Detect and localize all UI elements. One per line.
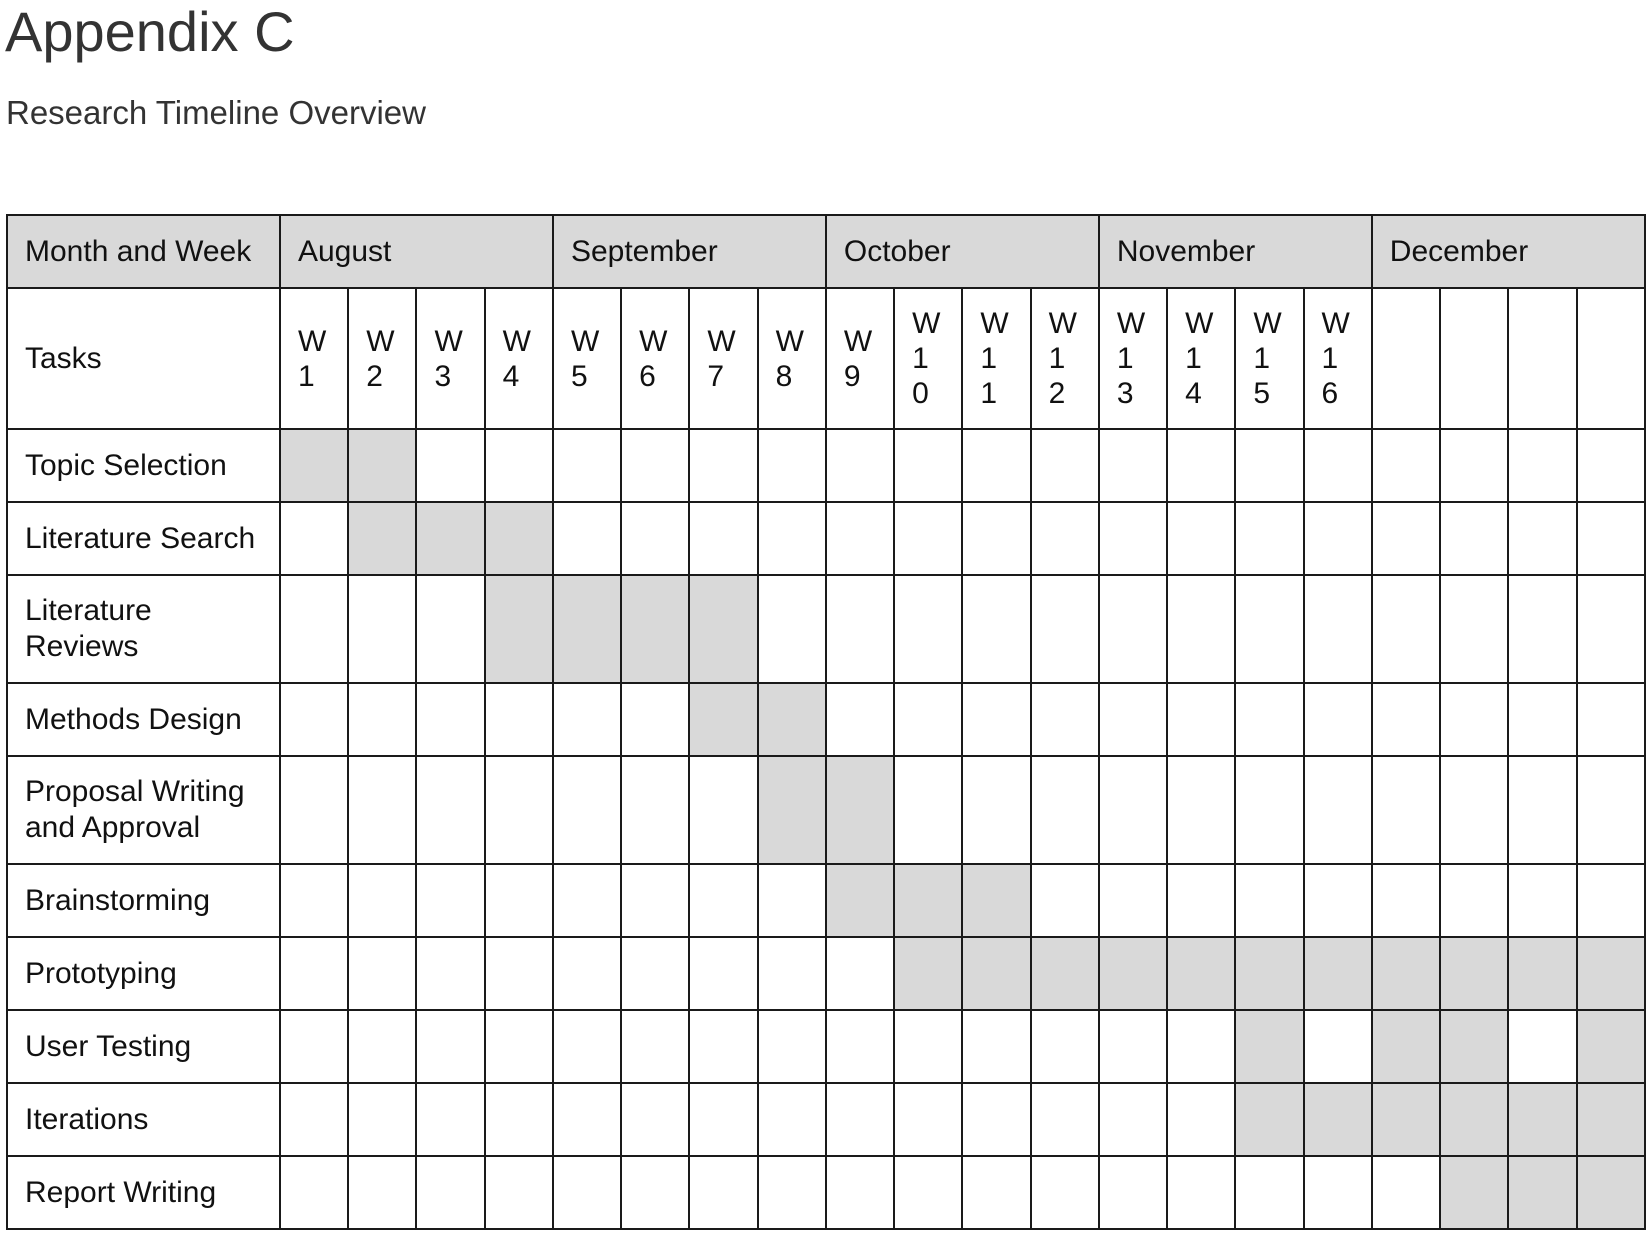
timeline-cell-empty	[553, 683, 621, 756]
timeline-cell-empty	[1508, 502, 1576, 575]
timeline-cell-empty	[1508, 756, 1576, 864]
week-header-14	[1167, 288, 1235, 429]
task-row	[7, 1083, 1645, 1156]
timeline-cell-empty	[962, 1156, 1030, 1229]
task-name-cell	[7, 756, 280, 864]
timeline-cell-empty	[485, 756, 553, 864]
timeline-cell-empty	[826, 502, 894, 575]
timeline-cell-empty	[1099, 1156, 1167, 1229]
timeline-cell-empty	[621, 1010, 689, 1083]
timeline-cell-empty	[894, 575, 962, 683]
timeline-cell-empty	[1304, 864, 1372, 937]
timeline-cell-empty	[758, 429, 826, 502]
week-label: W 1 4	[1185, 307, 1214, 410]
timeline-cell-empty	[280, 683, 348, 756]
timeline-cell-empty	[621, 683, 689, 756]
timeline-cell-empty	[1304, 756, 1372, 864]
timeline-cell-empty	[621, 864, 689, 937]
timeline-cell-empty	[894, 756, 962, 864]
timeline-cell-empty	[1167, 864, 1235, 937]
timeline-cell-empty	[962, 1010, 1030, 1083]
week-header-5	[553, 288, 621, 429]
task-name-cell	[7, 1010, 280, 1083]
week-header-1	[280, 288, 348, 429]
timeline-cell-empty	[689, 429, 757, 502]
month-header-august	[280, 215, 553, 288]
timeline-cell-active	[1577, 1156, 1646, 1229]
timeline-cell-empty	[826, 1010, 894, 1083]
task-name: Topic Selection	[25, 448, 227, 482]
timeline-cell-empty	[348, 937, 416, 1010]
task-name: Brainstorming	[25, 883, 211, 917]
timeline-cell-empty	[689, 502, 757, 575]
timeline-cell-empty	[485, 429, 553, 502]
month-and-week-label: Month and Week	[25, 234, 252, 268]
timeline-cell-empty	[485, 937, 553, 1010]
timeline-cell-empty	[348, 1010, 416, 1083]
timeline-cell-empty	[1577, 683, 1646, 756]
timeline-cell-active	[348, 429, 416, 502]
timeline-cell-empty	[826, 1083, 894, 1156]
timeline-cell-active	[894, 864, 962, 937]
timeline-cell-empty	[962, 756, 1030, 864]
timeline-cell-active	[1577, 1083, 1646, 1156]
week-header-row	[7, 288, 1645, 429]
timeline-cell-empty	[1372, 756, 1440, 864]
timeline-cell-active	[1235, 1010, 1303, 1083]
task-name: Literature Search	[25, 521, 256, 555]
timeline-cell-empty	[1235, 429, 1303, 502]
timeline-cell-empty	[485, 683, 553, 756]
timeline-cell-empty	[280, 864, 348, 937]
timeline-cell-empty	[621, 756, 689, 864]
week-label: W 7	[707, 324, 736, 393]
timeline-cell-empty	[1577, 756, 1646, 864]
task-name: Literature Reviews	[25, 594, 152, 663]
timeline-cell-active	[1440, 1083, 1508, 1156]
week-label: W 1 5	[1253, 307, 1282, 410]
timeline-cell-empty	[1304, 683, 1372, 756]
timeline-cell-empty	[1440, 575, 1508, 683]
task-name-cell	[7, 575, 280, 683]
timeline-cell-active	[1508, 937, 1576, 1010]
task-name-cell	[7, 937, 280, 1010]
task-name: Methods Design	[25, 702, 242, 736]
tasks-label: Tasks	[25, 341, 102, 375]
timeline-cell-active	[1099, 937, 1167, 1010]
timeline-cell-active	[962, 864, 1030, 937]
timeline-cell-empty	[758, 502, 826, 575]
timeline-cell-empty	[894, 1083, 962, 1156]
timeline-cell-empty	[1031, 429, 1099, 502]
timeline-cell-empty	[280, 1010, 348, 1083]
timeline-cell-empty	[962, 429, 1030, 502]
timeline-cell-empty	[1099, 1010, 1167, 1083]
timeline-cell-empty	[962, 683, 1030, 756]
timeline-cell-empty	[826, 575, 894, 683]
timeline-cell-active	[1304, 937, 1372, 1010]
timeline-cell-empty	[1440, 864, 1508, 937]
week-label: W 1 3	[1116, 307, 1146, 410]
timeline-cell-empty	[1508, 575, 1576, 683]
week-label: W 1 2	[1048, 307, 1077, 410]
timeline-cell-empty	[894, 683, 962, 756]
timeline-cell-active	[1167, 937, 1235, 1010]
timeline-cell-empty	[621, 502, 689, 575]
timeline-cell-empty	[758, 1156, 826, 1229]
timeline-cell-empty	[348, 683, 416, 756]
week-label: W 2	[366, 324, 395, 393]
timeline-cell-empty	[1031, 1083, 1099, 1156]
month-label: December	[1389, 234, 1529, 268]
week-header-12	[1031, 288, 1099, 429]
timeline-cell-active	[689, 683, 757, 756]
timeline-cell-empty	[1031, 756, 1099, 864]
task-row	[7, 683, 1645, 756]
timeline-cell-empty	[1372, 502, 1440, 575]
timeline-cell-empty	[553, 1010, 621, 1083]
timeline-cell-empty	[553, 429, 621, 502]
timeline-cell-active	[1440, 937, 1508, 1010]
timeline-cell-empty	[1099, 429, 1167, 502]
timeline-cell-empty	[826, 937, 894, 1010]
timeline-cell-empty	[1372, 864, 1440, 937]
timeline-cell-empty	[348, 575, 416, 683]
timeline-cell-active	[962, 937, 1030, 1010]
timeline-cell-empty	[485, 1083, 553, 1156]
timeline-cell-empty	[962, 502, 1030, 575]
task-name-cell	[7, 683, 280, 756]
timeline-cell-empty	[485, 864, 553, 937]
timeline-cell-active	[416, 502, 484, 575]
timeline-cell-empty	[280, 1156, 348, 1229]
timeline-cell-empty	[758, 864, 826, 937]
timeline-cell-empty	[1372, 683, 1440, 756]
week-label: W 4	[502, 324, 531, 393]
week-header-11	[962, 288, 1030, 429]
timeline-cell-empty	[1577, 575, 1646, 683]
week-header-18	[1440, 288, 1508, 429]
timeline-cell-empty	[1031, 1156, 1099, 1229]
timeline-cell-empty	[416, 937, 484, 1010]
timeline-cell-empty	[553, 756, 621, 864]
timeline-cell-empty	[416, 683, 484, 756]
timeline-cell-active	[485, 502, 553, 575]
timeline-cell-empty	[894, 1156, 962, 1229]
timeline-cell-active	[553, 575, 621, 683]
timeline-cell-empty	[689, 937, 757, 1010]
week-label: W 6	[639, 324, 668, 393]
task-name-cell	[7, 864, 280, 937]
timeline-cell-empty	[280, 502, 348, 575]
week-header-8	[758, 288, 826, 429]
timeline-cell-empty	[826, 1156, 894, 1229]
week-header-20	[1577, 288, 1646, 429]
timeline-cell-empty	[1235, 502, 1303, 575]
month-header-november	[1099, 215, 1372, 288]
timeline-cell-empty	[1031, 575, 1099, 683]
timeline-cell-empty	[1235, 575, 1303, 683]
timeline-cell-empty	[1167, 1083, 1235, 1156]
timeline-cell-empty	[758, 1083, 826, 1156]
timeline-cell-empty	[1099, 756, 1167, 864]
month-header-september	[553, 215, 826, 288]
timeline-cell-empty	[621, 1156, 689, 1229]
timeline-cell-empty	[1508, 429, 1576, 502]
timeline-cell-active	[1304, 1083, 1372, 1156]
week-label: W 1 1	[980, 307, 1009, 410]
timeline-cell-empty	[1440, 756, 1508, 864]
timeline-cell-empty	[280, 1083, 348, 1156]
week-header-10	[894, 288, 962, 429]
timeline-cell-active	[1372, 1083, 1440, 1156]
timeline-cell-empty	[1372, 429, 1440, 502]
week-label: W 1 6	[1321, 307, 1350, 410]
timeline-cell-empty	[894, 1010, 962, 1083]
task-row	[7, 756, 1645, 864]
timeline-cell-empty	[485, 1156, 553, 1229]
timeline-cell-empty	[758, 1010, 826, 1083]
task-name-cell	[7, 429, 280, 502]
week-label: W 5	[570, 324, 600, 393]
week-header-16	[1304, 288, 1372, 429]
timeline-cell-empty	[689, 1010, 757, 1083]
timeline-cell-active	[1577, 1010, 1646, 1083]
week-label: W 1 0	[912, 307, 941, 410]
month-label: September	[570, 234, 718, 268]
timeline-cell-empty	[416, 429, 484, 502]
timeline-cell-empty	[1167, 1010, 1235, 1083]
timeline-cell-empty	[1304, 502, 1372, 575]
timeline-cell-empty	[1099, 575, 1167, 683]
timeline-cell-active	[758, 756, 826, 864]
timeline-cell-empty	[894, 429, 962, 502]
task-name-cell	[7, 1156, 280, 1229]
timeline-cell-active	[1508, 1156, 1576, 1229]
timeline-cell-empty	[894, 502, 962, 575]
timeline-cell-empty	[1167, 575, 1235, 683]
week-label: W 1	[297, 324, 327, 393]
timeline-cell-active	[1508, 1083, 1576, 1156]
timeline-cell-empty	[1304, 1156, 1372, 1229]
month-label: August	[297, 234, 392, 268]
timeline-cell-empty	[1235, 864, 1303, 937]
week-header-6	[621, 288, 689, 429]
task-row	[7, 1156, 1645, 1229]
timeline-cell-active	[1577, 937, 1646, 1010]
timeline-cell-active	[1440, 1010, 1508, 1083]
timeline-cell-empty	[962, 1083, 1030, 1156]
timeline-cell-empty	[1235, 756, 1303, 864]
timeline-cell-empty	[416, 1010, 484, 1083]
timeline-cell-empty	[553, 1156, 621, 1229]
timeline-cell-active	[1235, 1083, 1303, 1156]
timeline-cell-empty	[1167, 683, 1235, 756]
week-header-13	[1099, 288, 1167, 429]
timeline-cell-empty	[1577, 502, 1646, 575]
timeline-cell-empty	[553, 937, 621, 1010]
timeline-cell-empty	[1508, 683, 1576, 756]
timeline-cell-empty	[1031, 864, 1099, 937]
timeline-cell-empty	[1577, 429, 1646, 502]
task-row	[7, 502, 1645, 575]
week-header-7	[689, 288, 757, 429]
timeline-cell-empty	[758, 575, 826, 683]
timeline-cell-empty	[689, 1156, 757, 1229]
timeline-cell-active	[1440, 1156, 1508, 1229]
month-label: October	[843, 234, 951, 268]
timeline-cell-empty	[416, 756, 484, 864]
timeline-cell-empty	[1099, 683, 1167, 756]
week-header-9	[826, 288, 894, 429]
timeline-cell-empty	[826, 429, 894, 502]
timeline-cell-empty	[1440, 683, 1508, 756]
month-and-week-header	[7, 215, 280, 288]
timeline-cell-empty	[1167, 756, 1235, 864]
task-row	[7, 1010, 1645, 1083]
page-title: Appendix C	[5, 0, 295, 63]
timeline-cell-empty	[1440, 429, 1508, 502]
timeline-cell-empty	[1031, 683, 1099, 756]
timeline-cell-empty	[689, 864, 757, 937]
timeline-cell-empty	[1577, 864, 1646, 937]
timeline-cell-empty	[416, 1156, 484, 1229]
timeline-cell-active	[280, 429, 348, 502]
task-name: Report Writing	[25, 1175, 217, 1209]
timeline-cell-empty	[485, 1010, 553, 1083]
timeline-cell-active	[894, 937, 962, 1010]
timeline-cell-empty	[553, 864, 621, 937]
task-row	[7, 575, 1645, 683]
timeline-cell-empty	[416, 1083, 484, 1156]
timeline-cell-active	[1031, 937, 1099, 1010]
timeline-cell-active	[1372, 937, 1440, 1010]
timeline-cell-empty	[962, 575, 1030, 683]
timeline-cell-empty	[1372, 575, 1440, 683]
task-name: Prototyping	[25, 956, 177, 990]
timeline-table	[6, 214, 1646, 1230]
timeline-cell-empty	[1235, 1156, 1303, 1229]
timeline-cell-empty	[1440, 502, 1508, 575]
timeline-cell-active	[1235, 937, 1303, 1010]
timeline-cell-empty	[826, 683, 894, 756]
task-name: User Testing	[25, 1029, 192, 1063]
timeline-cell-empty	[689, 756, 757, 864]
week-label: W 3	[434, 324, 463, 393]
task-row	[7, 864, 1645, 937]
week-label: W 8	[775, 324, 804, 393]
timeline-cell-empty	[348, 756, 416, 864]
page-subtitle: Research Timeline Overview	[6, 94, 426, 131]
week-header-2	[348, 288, 416, 429]
month-header-row	[7, 215, 1645, 288]
timeline-cell-empty	[1099, 1083, 1167, 1156]
month-header-december	[1372, 215, 1645, 288]
timeline-cell-empty	[1508, 1010, 1576, 1083]
timeline-cell-empty	[621, 429, 689, 502]
timeline-cell-empty	[553, 1083, 621, 1156]
timeline-cell-active	[826, 756, 894, 864]
month-label: November	[1116, 234, 1256, 268]
week-header-19	[1508, 288, 1576, 429]
task-name: Proposal Writing and Approval	[25, 775, 245, 844]
task-row	[7, 937, 1645, 1010]
timeline-cell-empty	[1235, 683, 1303, 756]
week-header-17	[1372, 288, 1440, 429]
timeline-cell-empty	[280, 756, 348, 864]
timeline-cell-empty	[1167, 1156, 1235, 1229]
timeline-cell-empty	[1099, 502, 1167, 575]
timeline-cell-empty	[1508, 864, 1576, 937]
timeline-cell-empty	[758, 937, 826, 1010]
task-name-cell	[7, 1083, 280, 1156]
timeline-cell-empty	[621, 1083, 689, 1156]
timeline-cell-empty	[280, 575, 348, 683]
task-row	[7, 429, 1645, 502]
timeline-cell-empty	[1304, 575, 1372, 683]
month-header-october	[826, 215, 1099, 288]
timeline-cell-active	[485, 575, 553, 683]
timeline-cell-active	[758, 683, 826, 756]
timeline-cell-empty	[416, 864, 484, 937]
timeline-cell-empty	[1372, 1156, 1440, 1229]
week-label: W 9	[843, 324, 873, 393]
timeline-cell-empty	[280, 937, 348, 1010]
timeline-cell-active	[348, 502, 416, 575]
timeline-cell-empty	[553, 502, 621, 575]
tasks-header	[7, 288, 280, 429]
timeline-cell-empty	[1031, 502, 1099, 575]
week-header-15	[1235, 288, 1303, 429]
timeline-cell-empty	[1031, 1010, 1099, 1083]
timeline-cell-active	[621, 575, 689, 683]
task-name: Iterations	[25, 1102, 149, 1136]
timeline-cell-empty	[1167, 502, 1235, 575]
timeline-cell-empty	[1167, 429, 1235, 502]
timeline-cell-active	[1372, 1010, 1440, 1083]
timeline-cell-empty	[1304, 429, 1372, 502]
timeline-cell-empty	[689, 1083, 757, 1156]
timeline-cell-empty	[1099, 864, 1167, 937]
timeline-cell-active	[689, 575, 757, 683]
timeline-cell-empty	[348, 864, 416, 937]
week-header-4	[485, 288, 553, 429]
timeline-cell-empty	[621, 937, 689, 1010]
task-name-cell	[7, 502, 280, 575]
timeline-cell-empty	[416, 575, 484, 683]
timeline-cell-empty	[348, 1083, 416, 1156]
timeline-cell-empty	[1304, 1010, 1372, 1083]
week-header-3	[416, 288, 484, 429]
timeline-cell-empty	[348, 1156, 416, 1229]
timeline-cell-active	[826, 864, 894, 937]
